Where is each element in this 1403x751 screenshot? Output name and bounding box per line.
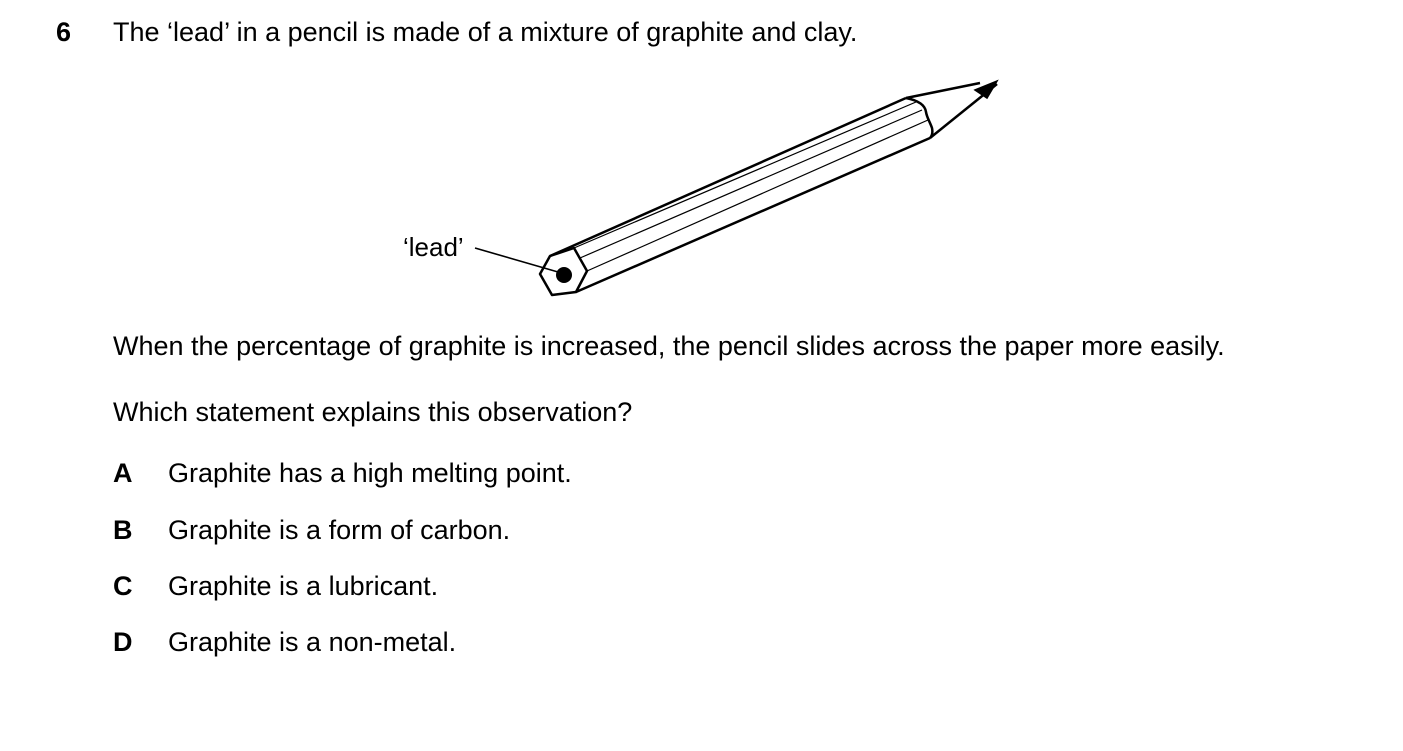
option-letter: D (113, 627, 133, 657)
pencil-facet-line (580, 110, 922, 258)
question-prompt: Which statement explains this observation? (113, 397, 633, 427)
question-stem: The ‘lead’ in a pencil is made of a mixture of graphite and clay. (113, 17, 858, 47)
option-letter: C (113, 571, 133, 601)
lead-label: ‘lead’ (403, 232, 464, 262)
option-text: Graphite is a form of carbon. (168, 515, 511, 545)
pencil-diagram (380, 70, 1020, 310)
option-letter: B (113, 515, 133, 545)
option-text: Graphite has a high melting point. (168, 458, 572, 488)
lead-leader-line (475, 248, 558, 272)
lead-dot (556, 267, 572, 283)
pencil-figure (380, 70, 1020, 310)
pencil-facet-line (574, 102, 916, 248)
pencil-cone-top (906, 83, 980, 98)
question-number: 6 (56, 17, 72, 47)
pencil-facet-line (587, 120, 928, 271)
option-text: Graphite is a non-metal. (168, 627, 457, 657)
option-text: Graphite is a lubricant. (168, 571, 439, 601)
observation-text: When the percentage of graphite is increased, the pencil slides across the paper more easily. (113, 331, 1225, 361)
option-letter: A (113, 458, 133, 488)
pencil-edge-bottom (576, 138, 930, 292)
pencil-edge-top (550, 98, 906, 256)
